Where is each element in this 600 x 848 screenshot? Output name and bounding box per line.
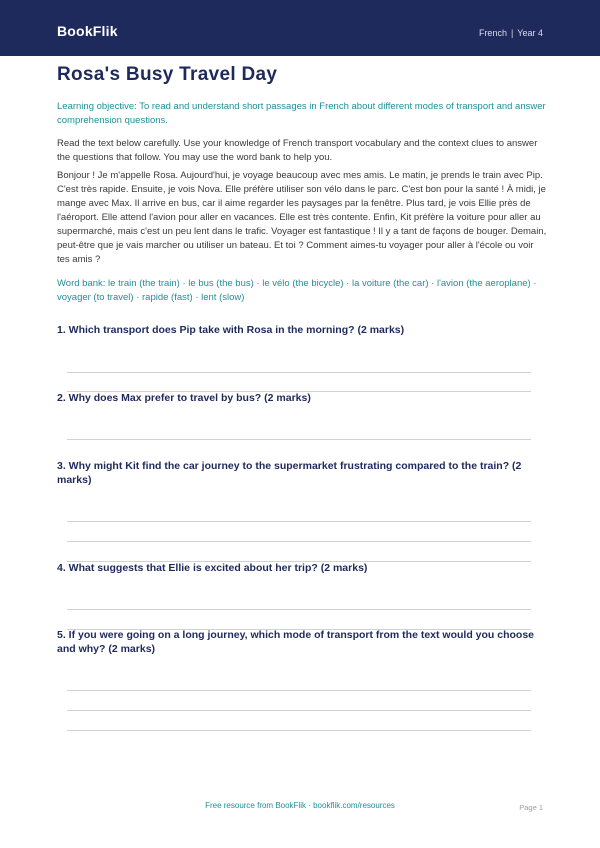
- subject-label: French: [478, 28, 507, 38]
- footer-resource-link[interactable]: Free resource from BookFlik · bookflik.com/resources: [205, 801, 395, 810]
- reading-passage: Bonjour ! Je m'appelle Rosa. Aujourd'hui, je voyage beaucoup avec mes amis. Le matin, je prends le train avec Pip. C'est très rapide. Ensuite, je vois Nova. Elle préfère utiliser son vélo dans le parc. C'est bon pour la santé ! À midi, je mange avec Max. Il arrive en bus, car il aime regarder les paysages par la fenêtre. Plus tard, je vois Ellie près de l'aéroport. Elle attend l'avion pour aller en vacances. Elle est très contente. Enfin, Kit préfère la voiture pour aller au supermarché, mais c'est un peu lent dans le trafic. Voyager est fantastique ! Il y a tant de façons de bouger. Demain, peut-être que je vais marcher ou utiliser un bateau. Et toi ? Comment aimes-tu voyager pour aller à l'école ou voir tes amis ?: [57, 170, 547, 265]
- question-4: 4. What suggests that Ellie is excited about her trip? (2 marks): [57, 562, 368, 574]
- answer-line[interactable]: [67, 439, 531, 440]
- question-3: 3. Why might Kit find the car journey to the supermarket frustrating compared to the train? (2 marks): [57, 460, 522, 486]
- answer-line[interactable]: [67, 541, 531, 542]
- answer-line[interactable]: [67, 521, 531, 522]
- question-2: 2. Why does Max prefer to travel by bus? (2 marks): [57, 392, 311, 404]
- answer-line[interactable]: [67, 730, 531, 731]
- instructions: Read the text below carefully. Use your knowledge of French transport vocabulary and the context clues to answer the questions that follow. You may use the word bank to help you.: [57, 138, 538, 163]
- question-1: 1. Which transport does Pip take with Rosa in the morning? (2 marks): [57, 324, 405, 336]
- learning-objective: Learning objective: To read and understand short passages in French about different modes of transport and answer comprehension questions.: [57, 101, 546, 126]
- answer-line[interactable]: [67, 690, 531, 691]
- year-label: Year 4: [517, 28, 543, 38]
- word-bank: Word bank: le train (the train) · le bus (the bus) · le vélo (the bicycle) · la voiture (the car) · l'avion (the aeroplane) · voyager (to travel) · rapide (fast) · lent (slow): [57, 278, 537, 303]
- answer-line[interactable]: [67, 372, 531, 373]
- answer-line[interactable]: [67, 710, 531, 711]
- question-5: 5. If you were going on a long journey, which mode of transport from the text would you choose and why? (2 marks): [57, 629, 535, 655]
- brand-logo: BookFlik: [57, 23, 118, 39]
- meta-separator: |: [510, 28, 514, 38]
- answer-line[interactable]: [67, 609, 531, 610]
- header-bar: [0, 0, 600, 56]
- subject-year: [479, 28, 543, 38]
- page-title: Rosa's Busy Travel Day: [57, 64, 278, 85]
- page-number: Page 1: [519, 803, 543, 812]
